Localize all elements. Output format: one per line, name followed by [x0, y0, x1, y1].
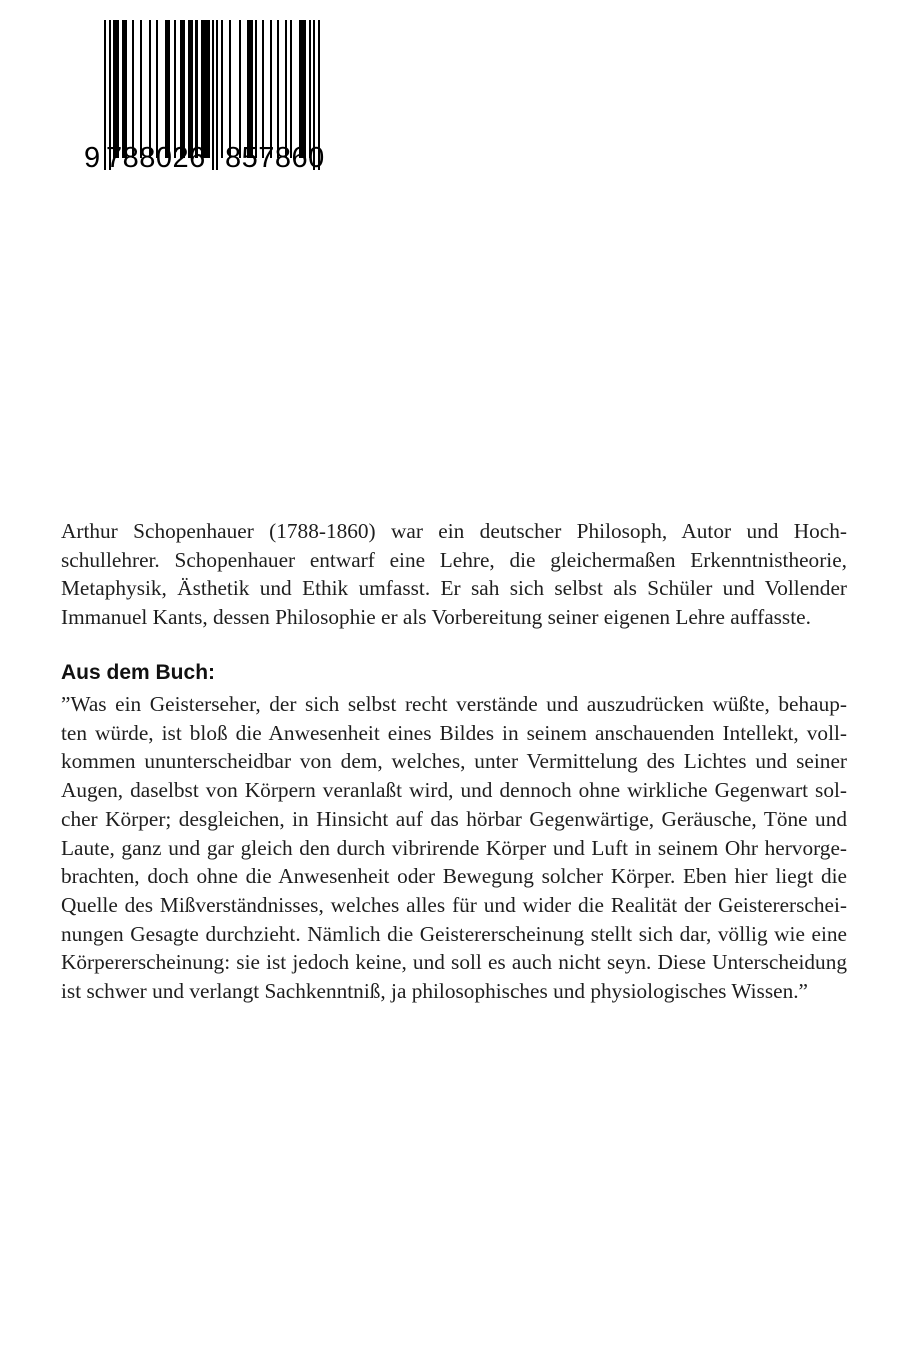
bio-line: schullehrer. Schopenhauer entwarf eine Lehre, die gleichermaßen Erkenntnistheorie, [61, 547, 847, 572]
quote-line: nungen Gesagte durchzieht. Nämlich die Geistererscheinung stellt sich dar, völlig wie eine [61, 921, 847, 946]
quote-line: Körpererscheinung: sie ist jedoch keine, und soll es auch nicht seyn. Diese Unterscheidung [61, 950, 847, 975]
excerpt-heading: Aus dem Buch: [61, 661, 216, 684]
quote-line: ten würde, ist bloß die Anwesenheit eines Bildes in seinem anschauenden Intellekt, voll- [61, 720, 847, 745]
isbn-left-group: 788026 [106, 142, 206, 174]
isbn-lead-digit: 9 [84, 142, 101, 174]
author-bio-paragraph [61, 517, 847, 632]
bio-line: Arthur Schopenhauer (1788-1860) war ein deutscher Philosoph, Autor und Hoch- [61, 519, 847, 543]
bio-line: Metaphysik, Ästhetik und Ethik umfasst. Er sah sich selbst als Schüler und Vollender [61, 576, 847, 601]
quote-line: ist schwer und verlangt Sachkenntniß, ja philosophisches und physiologisches Wissen.” [61, 979, 808, 1004]
isbn-right-group: 857860 [225, 142, 325, 174]
quote-line: ”Was ein Geisterseher, der sich selbst recht verstände und auszudrücken wüßte, behaup- [61, 692, 847, 716]
quote-line: Augen, daselbst von Körpern veranlaßt wird, und dennoch ohne wirkliche Gegenwart sol- [61, 778, 847, 803]
quote-line: brachten, doch ohne die Anwesenheit oder Bewegung solcher Körper. Eben hier liegt die [61, 864, 847, 889]
bio-line: Immanuel Kants, dessen Philosophie er als Vorbereitung seiner eigenen Lehre auffasste. [61, 605, 811, 630]
excerpt-quote-paragraph [61, 690, 847, 1006]
quote-line: cher Körper; desgleichen, in Hinsicht auf das hörbar Gegenwärtige, Geräusche, Töne und [61, 806, 847, 831]
quote-line: Laute, ganz und gar gleich den durch vibrirende Körper und Luft in seinem Ohr hervorge- [61, 835, 847, 860]
quote-line: Quelle des Mißverständnisses, welches alles für und wider die Realität der Geistererschei- [61, 892, 847, 917]
isbn-barcode [84, 16, 346, 176]
isbn-number [84, 138, 346, 178]
quote-line: kommen ununterscheidbar von dem, welches, unter Vermittelung des Lichtes und seiner [61, 749, 847, 774]
